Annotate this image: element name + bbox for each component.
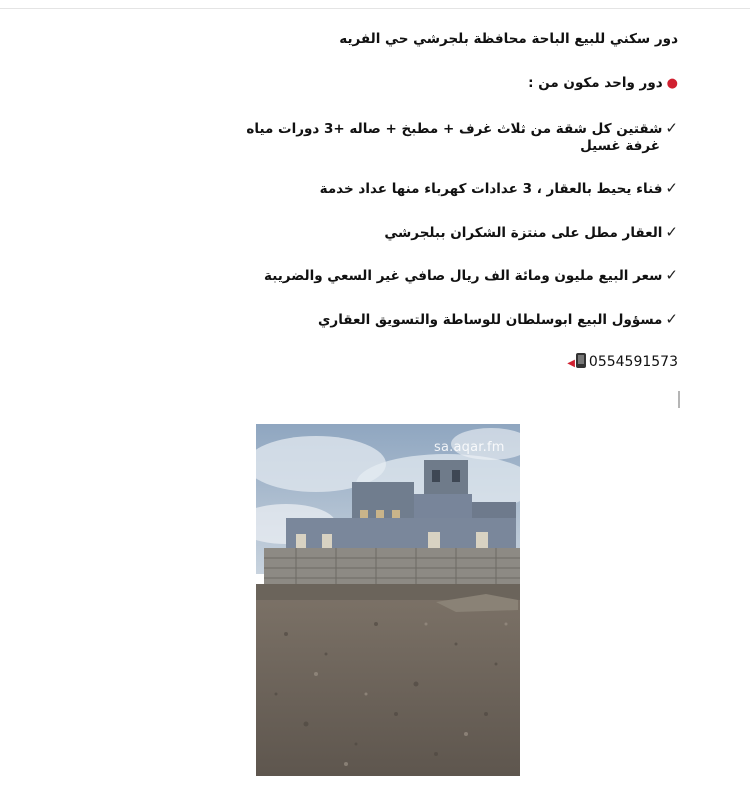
feature-text: العقار مطل على منتزة الشكران ببلجرشي [384,225,663,241]
check-mark-icon: ✓ [665,119,678,137]
feature-item [58,179,678,198]
check-mark-icon: ✓ [665,179,678,197]
property-photo-illustration [256,424,520,776]
photo-watermark: sa.aqar.fm [434,440,505,455]
pushpin-icon: ● [666,76,678,91]
feature-text: فناء يحيط بالعقار ، 3 عدادات كهرباء منها عداد خدمة [319,181,663,197]
feature-item [58,119,678,138]
check-mark-icon: ✓ [665,310,678,328]
arrow-icon: ◀ [567,358,575,369]
feature-item [58,310,678,329]
feature-item [58,223,678,242]
feature-text: غرفة غسيل [580,138,660,154]
check-mark-icon: ✓ [665,223,678,241]
feature-item [58,266,678,285]
mobile-phone-icon [576,353,586,368]
phone-number: 0554591573 [588,354,678,370]
feature-text: سعر البيع مليون ومائة الف ريال صافي غير السعي والضريبة [264,268,663,284]
feature-item-continued [58,137,678,155]
listing-intro [58,74,678,93]
check-mark-icon: ✓ [665,266,678,284]
contact-phone [58,353,678,373]
text-cursor [678,391,680,408]
intro-text: دور واحد مكون من : [528,75,663,91]
feature-text: شقتين كل شقة من ثلاث غرف + مطبخ + صاله +3 دورات مياه [246,121,663,137]
listing-title: دور سكني للبيع الباحة محافظة بلجرشي حي الفريه [339,31,678,47]
feature-text: مسؤول البيع ابوسلطان للوساطة والتسويق العقاري [318,312,663,328]
top-divider [0,8,750,9]
property-photo [256,424,520,776]
